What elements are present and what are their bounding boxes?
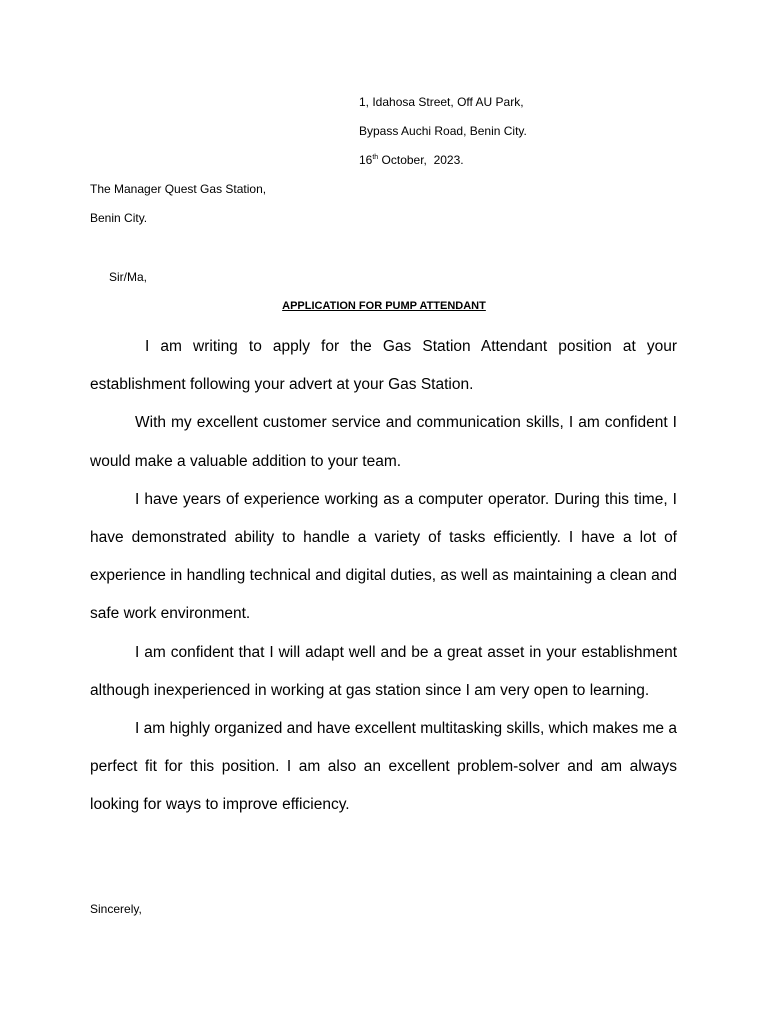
closing: Sincerely,: [90, 902, 142, 916]
body-paragraph-2: With my excellent customer service and communication skills, I am confident I would make a valuable addition to your team.: [90, 414, 677, 470]
body-paragraph-3: I have years of experience working as a computer operator. During this time, I have demonstrated ability to handle a variety of tasks efficiently. I have a lot of experience in handling technical and digital duties, as well as maintaining a clean and safe work environment.: [90, 490, 677, 623]
date-day: 16: [359, 153, 373, 167]
date-rest: October, 2023.: [378, 153, 464, 167]
recipient-line-2: Benin City.: [90, 211, 148, 225]
body-paragraph-5: I am highly organized and have excellent multitasking skills, which makes me a perfect fit for this position. I am also an excellent problem-solver and am always looking for ways to improve efficiency.: [90, 720, 677, 814]
sender-address-line-1: 1, Idahosa Street, Off AU Park,: [359, 95, 524, 109]
letter-body: [90, 328, 677, 825]
recipient-line-1: The Manager Quest Gas Station,: [90, 182, 267, 196]
letter-subject: APPLICATION FOR PUMP ATTENDANT: [282, 300, 486, 312]
body-paragraph-1: I am writing to apply for the Gas Station Attendant position at your establishment following your advert at your Gas Station.: [90, 338, 677, 394]
salutation: Sir/Ma,: [109, 270, 148, 284]
letter-date: [359, 152, 464, 168]
sender-address-line-2: Bypass Auchi Road, Benin City.: [359, 124, 527, 138]
body-paragraph-4: I am confident that I will adapt well and be a great asset in your establishment although inexperienced in working at gas station since I am very open to learning.: [90, 643, 677, 699]
date-suffix: th: [372, 154, 379, 161]
